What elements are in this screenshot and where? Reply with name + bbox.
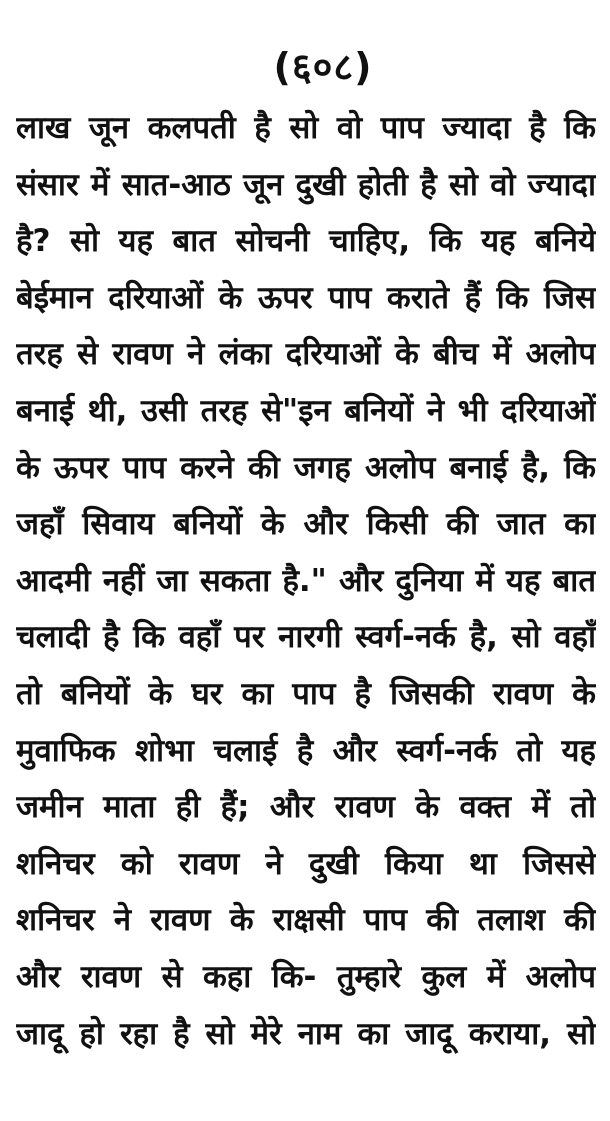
text-line: शनिचर ने रावण के राक्षसी पाप की तलाश की [16,902,596,939]
text-line: लाख जून कलपती है सो वो पाप ज्यादा है कि [16,110,596,146]
text-line: बनाई थी, उसी तरह से"इन बनियों ने भी दरियाओं [16,392,596,429]
text-line: है? सो यह बात सोचनी चाहिए, कि यह बनिये [16,223,596,260]
text-line: आदमी नहीं जा सकता है." और दुनिया में यह बात [16,562,596,599]
text-line: संसार में सात-आठ जून दुखी होती है सो वो ज्यादा [16,166,596,203]
text-line: जहाँ सिवाय बनियों के और किसी की जात का [16,506,596,543]
page-number: (६०८) [273,45,373,89]
text-line: शनिचर को रावण ने दुखी किया था जिससे [16,845,596,882]
text-line: बेईमान दरियाओं के ऊपर पाप कराते हैं कि जिस [16,279,596,316]
text-line: चलादी है कि वहाँ पर नारगी स्वर्ग-नर्क है, सो वहाँ [16,619,596,656]
text-line: जादू हो रहा है सो मेरे नाम का जादू कराया, सो [16,1015,596,1052]
text-line: तरह से रावण ने लंका दरियाओं के बीच में अलोप [16,336,596,373]
body-text [16,100,596,1062]
text-line: तो बनियों के घर का पाप है जिसकी रावण के [16,675,596,712]
text-line: मुवाफिक शोभा चलाई है और स्वर्ग-नर्क तो यह [16,732,596,769]
text-line: जमीन माता ही हैं; और रावण के वक्त में तो [16,789,596,826]
text-line: और रावण से कहा कि- तुम्हारे कुल में अलोप [16,958,596,995]
text-line: के ऊपर पाप करने की जगह अलोप बनाई है, कि [16,449,596,486]
